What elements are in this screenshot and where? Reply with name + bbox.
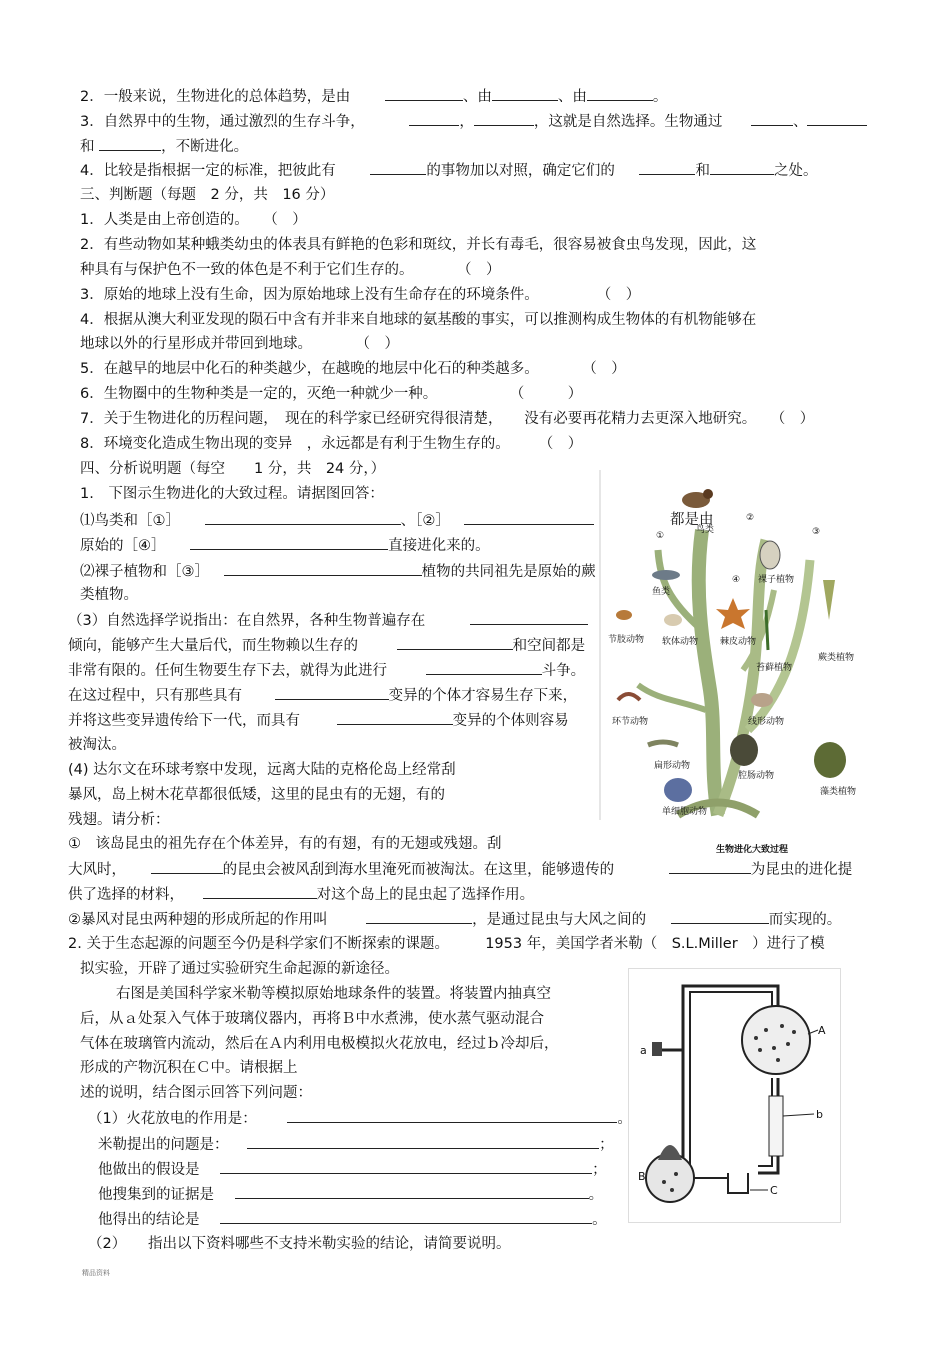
analysis-q1-3-l6: 被淘汰。 (68, 737, 126, 753)
analysis-q2-l4: 后，从ａ处泵入气体于玻璃仪器内，再将Ｂ中水煮沸，使水蒸气驱动混合 (80, 1011, 544, 1027)
judge-item-3: 3．原始的地球上没有生命，因为原始地球上没有生命存在的环境条件。 （ ） (80, 287, 641, 303)
label-birds: 鸟类 (696, 525, 715, 535)
analysis-q1-1-end: 都是由 (670, 512, 714, 528)
analysis-q1-4-l4: ① 该岛昆虫的祖先存在个体差异，有的有翅，有的无翅或残翅。刮 (68, 836, 502, 852)
number-4: ④ (732, 575, 741, 585)
label-molluscs: 软体动物 (662, 637, 699, 647)
fill-q4: 4．比较是指根据一定的标准，把彼此有 的事物加以对照，确定它们的 和 之处。 (80, 160, 817, 181)
analysis-q2: 2. 关于生态起源的问题至今仍是科学家们不断探索的课题。 1953 年，美国学者米勒（ S.L.Miller ）进行了模 (68, 936, 825, 952)
analysis-q2-l6: 形成的产物沉积在Ｃ中。请根据上 (80, 1060, 298, 1076)
blank[interactable] (409, 111, 459, 126)
blank[interactable] (639, 160, 695, 175)
miller-hypothesis: 他做出的假设是 ； (98, 1159, 607, 1180)
blank[interactable] (220, 1209, 592, 1224)
judge-item-1: 1．人类是由上帝创造的。 （ ） (80, 212, 307, 228)
analysis-q1-4: (4) 达尔文在环球考察中发现，远离大陆的克格伦岛上经常刮 (68, 762, 456, 778)
label-gymnosperms: 裸子植物 (758, 575, 795, 585)
label-echinoderms: 棘皮动物 (720, 637, 757, 647)
tree-caption: 生物进化大致过程 (716, 845, 789, 855)
miller-apparatus-figure (628, 968, 848, 1226)
analysis-q1-4-l6: 供了选择的材料， 对这个岛上的昆虫起了选择作用。 (68, 884, 534, 905)
judge-item-5: 5．在越早的地层中化石的种类越少，在越晚的地层中化石的种类越多。 （ ） (80, 361, 626, 377)
number-1: ① (656, 531, 665, 541)
blank[interactable] (275, 685, 389, 700)
analysis-q2-l7: 述的说明，结合图示回答下列问题： (80, 1085, 312, 1101)
analysis-q1-2: ⑵裸子植物和［③］ 植物的共同祖先是原始的蕨 (80, 561, 596, 582)
blank[interactable] (470, 610, 588, 625)
analysis-q1-1-cont: 原始的［④］ 直接进化来的。 (80, 535, 490, 556)
blank[interactable] (671, 909, 769, 924)
blank[interactable] (151, 859, 223, 874)
analysis-q1-3-l5: 并将这些变异遗传给下一代，而具有 变异的个体则容易 (68, 710, 569, 731)
analysis-q1-4-l7: ②暴风对昆虫两种翅的形成所起的作用叫 ，是通过昆虫与大风之间的 而实现的。 (68, 909, 841, 930)
analysis-q1-3: （3）自然选择学说指出：在自然界，各种生物普遍存在 (68, 610, 588, 631)
label-b: b (816, 1108, 823, 1121)
blank[interactable] (807, 111, 867, 126)
miller-evidence: 他搜集到的证据是 。 (98, 1184, 603, 1205)
judge-item-7: 7．关于生物进化的历程问题， 现在的科学家已经研究得很清楚， 没有必要再花精力去更深入地研究。 （ ） (80, 411, 815, 427)
analysis-q1-4-l2: 暴风，岛上树木花草都很低矮，这里的昆虫有的无翅，有的 (68, 787, 445, 803)
label-fish: 鱼类 (652, 587, 671, 597)
blank[interactable] (587, 86, 653, 101)
blank[interactable] (370, 160, 426, 175)
blank[interactable] (751, 111, 793, 126)
analysis-q1-3-l4: 在这过程中，只有那些具有 变异的个体才容易生存下来， (68, 685, 577, 706)
blank[interactable] (366, 909, 472, 924)
number-2: ② (746, 513, 755, 523)
blank[interactable] (287, 1108, 617, 1123)
miller-q1: （1）火花放电的作用是： 。 (88, 1108, 632, 1129)
blank[interactable] (235, 1184, 589, 1199)
label-annelids: 环节动物 (612, 717, 649, 727)
blank[interactable] (224, 561, 422, 576)
analysis-q1-4-l3: 残翅。请分析： (68, 812, 170, 828)
judge-item-4-cont: 地球以外的行星形成并带回到地球。 （ ） (80, 336, 399, 352)
label-a: a (640, 1044, 647, 1057)
blank[interactable] (474, 111, 534, 126)
label-C: C (770, 1184, 778, 1197)
label-algae: 藻类植物 (820, 787, 857, 797)
label-flatworms: 扁形动物 (654, 761, 691, 771)
judge-item-4: 4．根据从澳大利亚发现的陨石中含有并非来自地球的氨基酸的事实，可以推测构成生物体的有机物能够在 (80, 312, 757, 328)
analysis-q2-l2: 拟实验，开辟了通过实验研究生命起源的新途径。 (80, 961, 399, 977)
blank[interactable] (337, 710, 453, 725)
analysis-q1-intro: 1. 下图示生物进化的大致过程。请据图回答： (80, 486, 384, 502)
label-coelenterates: 腔肠动物 (738, 771, 775, 781)
miller-question: 米勒提出的问题是： ； (98, 1134, 614, 1155)
section4-title: 四、分析说明题（每空 1 分，共 24 分，） (80, 461, 386, 477)
blank[interactable] (426, 660, 542, 675)
miller-q2: （2） 指出以下资料哪些不支持米勒实验的结论，请简要说明。 (88, 1236, 511, 1252)
fill-q2: 2．一般来说，生物进化的总体趋势，是由 、由 、由 。 (80, 86, 667, 107)
label-ferns: 蕨类植物 (818, 653, 855, 663)
fill-q3: 3．自然界中的生物，通过激烈的生存斗争， ， ，这就是自然选择。生物通过 、 (80, 111, 867, 132)
judge-item-2-cont: 种具有与保护色不一致的体色是不利于它们生存的。 （ ） (80, 262, 501, 278)
analysis-q1-3-l3: 非常有限的。任何生物要生存下去，就得为此进行 斗争。 (68, 660, 585, 681)
label-A: A (818, 1024, 826, 1037)
section3-title: 三、判断题（每题 2 分，共 16 分） (80, 187, 335, 203)
label-nematodes: 线形动物 (748, 717, 785, 727)
label-arthropods: 节肢动物 (608, 635, 645, 645)
blank[interactable] (669, 859, 751, 874)
blank[interactable] (205, 510, 401, 525)
analysis-q2-l5: 气体在玻璃管内流动，然后在Ａ内利用电极模拟火花放电，经过ｂ冷却后， (80, 1036, 559, 1052)
blank[interactable] (99, 136, 161, 151)
judge-item-8: 8．环境变化造成生物出现的变异 ，永远都是有利于生物生存的。 （ ） (80, 436, 583, 452)
label-B: B (638, 1170, 646, 1183)
blank[interactable] (203, 884, 317, 899)
blank[interactable] (190, 535, 388, 550)
label-mosses: 苔藓植物 (756, 663, 793, 673)
analysis-q2-l3: 右图是美国科学家米勒等模拟原始地球条件的装置。将装置内抽真空 (116, 986, 551, 1002)
analysis-q1-4-l5: 大风时， 的昆虫会被风刮到海水里淹死而被淘汰。在这里，能够遗传的 为昆虫的进化提 (68, 859, 852, 880)
analysis-q1-2-cont: 类植物。 (80, 587, 138, 603)
judge-item-6: 6．生物圈中的生物种类是一定的，灭绝一种就少一种。 （ ） (80, 386, 583, 402)
label-protozoa: 单细胞动物 (662, 807, 708, 817)
evolution-tree-figure (598, 470, 870, 860)
blank[interactable] (220, 1159, 592, 1174)
blank[interactable] (397, 635, 513, 650)
judge-item-2: 2．有些动物如某种蛾类幼虫的体表具有鲜艳的色彩和斑纹，并长有毒毛，很容易被食虫鸟发现，因此，这 (80, 237, 757, 253)
blank[interactable] (492, 86, 558, 101)
blank[interactable] (710, 160, 774, 175)
miller-conclusion: 他得出的结论是 。 (98, 1209, 607, 1230)
fill-q3-line2: 和 ，不断进化。 (80, 136, 248, 157)
footer: 精品资料 (82, 1269, 110, 1277)
blank[interactable] (464, 510, 594, 525)
blank[interactable] (385, 86, 463, 101)
analysis-q1-1: ⑴鸟类和［①］ 、［②］ (80, 510, 594, 531)
number-3: ③ (812, 527, 821, 537)
analysis-q1-3-l2: 倾向，能够产生大量后代，而生物赖以生存的 和空间都是 (68, 635, 585, 656)
blank[interactable] (247, 1134, 599, 1149)
